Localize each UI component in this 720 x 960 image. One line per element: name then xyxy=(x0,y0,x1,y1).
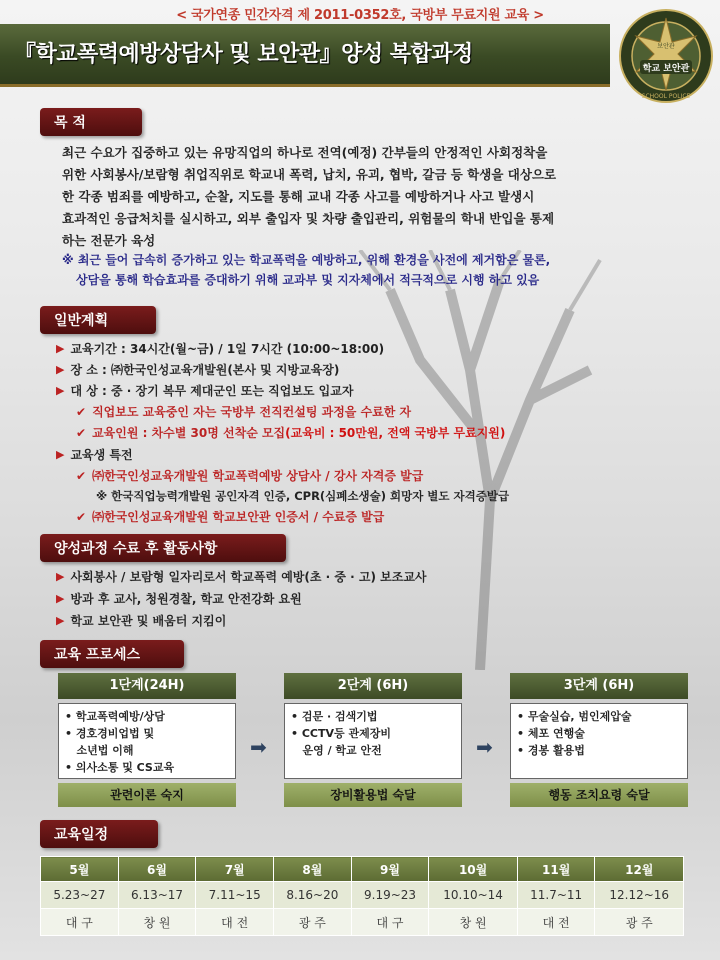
schedule-date: 12.12~16 xyxy=(595,882,684,909)
schedule-place: 창 원 xyxy=(429,909,517,936)
arrow-icon: ▶ xyxy=(56,592,65,605)
badge-label: 학교 보안관 xyxy=(642,64,690,74)
check-icon: ✔ xyxy=(76,425,87,440)
schedule-month: 9월 xyxy=(351,857,429,882)
schedule-date: 9.19~23 xyxy=(351,882,429,909)
arrow-icon: ▶ xyxy=(56,363,65,376)
school-police-badge-logo xyxy=(618,8,714,104)
after-item xyxy=(56,590,302,607)
after-item-text: 방과 후 교사, 청원경찰, 학교 안전강화 요원 xyxy=(70,592,302,606)
schedule-month: 11월 xyxy=(517,857,595,882)
stage-item: • CCTV등 관제장비 xyxy=(291,727,391,740)
plan-check2-text: 교육인원 : 차수별 30명 선착순 모집 xyxy=(92,426,286,440)
plan-item-target xyxy=(56,382,353,399)
arrow-icon: ▶ xyxy=(56,614,65,627)
plan-check-capacity xyxy=(76,424,505,441)
stage-item: • 학교폭력예방/상담 xyxy=(65,710,165,723)
stage-item: 운영 / 학교 안전 xyxy=(291,744,382,757)
schedule-places-row xyxy=(41,909,684,936)
stage-item: • 경봉 활용법 xyxy=(517,744,585,757)
plan-perk-certificate xyxy=(76,467,423,484)
after-item xyxy=(56,568,427,585)
stage-item: • 경호경비업법 및 xyxy=(65,727,155,740)
schedule-table xyxy=(40,856,684,936)
purpose-note-line: 상담을 통해 학습효과를 증대하기 위해 교과부 및 지자체에서 적극적으로 시행 하고 있음 xyxy=(76,273,540,287)
schedule-date: 5.23~27 xyxy=(41,882,119,909)
stage-footer: 관련이론 숙지 xyxy=(58,783,236,807)
schedule-place: 대 전 xyxy=(517,909,595,936)
plan-perk-note: ※ 한국직업능력개발원 공인자격 인증, CPR(심폐소생술) 희망자 별도 자격증발급 xyxy=(96,489,510,503)
plan-check1-text: 직업보도 교육중인 자는 국방부 전직컨설팅 과정을 수료한 자 xyxy=(92,405,412,419)
stage-content xyxy=(510,703,688,779)
stage-title: 2단계 (6H) xyxy=(284,673,462,699)
schedule-place: 대 구 xyxy=(41,909,119,936)
plan-period-text: 교육기간 : 34시간(월~금) / 1일 7시간 (10:00~18:00) xyxy=(70,342,385,356)
section-heading-after: 양성과정 수료 후 활동사항 xyxy=(40,534,286,562)
purpose-note-line: ※ 최근 들어 급속히 증가하고 있는 학교폭력을 예방하고, 위해 환경을 사전에 제거함은 물론, xyxy=(62,253,551,267)
plan-perk-guard xyxy=(76,508,384,525)
schedule-date: 11.7~11 xyxy=(517,882,595,909)
next-arrow-icon: ➡ xyxy=(476,735,493,759)
purpose-description xyxy=(62,142,702,252)
stage-footer: 행동 조치요령 숙달 xyxy=(510,783,688,807)
title-bar xyxy=(0,24,610,87)
plan-item-special xyxy=(56,446,133,463)
stage-title: 3단계 (6H) xyxy=(510,673,688,699)
plan-fee-text: (교육비 : 50만원, 전액 국방부 무료지원) xyxy=(285,426,506,440)
after-item-text: 학교 보안관 및 배움터 지킴이 xyxy=(70,614,227,628)
schedule-header-row xyxy=(41,857,684,882)
after-item-text: 사회봉사 / 보람형 일자리로서 학교폭력 예방(초 · 중 · 고) 보조교사 xyxy=(70,570,427,584)
schedule-dates-row xyxy=(41,882,684,909)
stage-title: 1단계(24H) xyxy=(58,673,236,699)
plan-special-text: 교육생 특전 xyxy=(70,448,133,462)
purpose-note xyxy=(62,250,692,290)
purpose-line: 하는 전문가 육성 xyxy=(62,233,156,248)
stage-item: • 의사소통 및 CS교육 xyxy=(65,761,175,774)
schedule-place: 대 전 xyxy=(196,909,274,936)
badge-ring-text: SCHOOL POLICE xyxy=(641,93,691,100)
stage-content xyxy=(58,703,236,779)
arrow-icon: ▶ xyxy=(56,570,65,583)
schedule-month: 5월 xyxy=(41,857,119,882)
plan-perk1-text: ㈜한국인성교육개발원 학교폭력예방 상담사 / 강사 자격증 발급 xyxy=(92,469,424,483)
schedule-month: 6월 xyxy=(118,857,196,882)
arrow-icon: ▶ xyxy=(56,384,65,397)
process-stage-3 xyxy=(510,673,688,811)
check-icon: ✔ xyxy=(76,468,87,483)
badge-top-label: 보안관 xyxy=(657,43,675,50)
purpose-line: 효과적인 응급처치를 실시하고, 외부 출입자 및 차량 출입관리, 위험물의 학내 반입을 통제 xyxy=(62,211,555,226)
schedule-month: 7월 xyxy=(196,857,274,882)
schedule-date: 8.16~20 xyxy=(274,882,352,909)
top-banner-text: < 국가연종 민간자격 제 2011-0352호, 국방부 무료지원 교육 > xyxy=(176,8,544,23)
schedule-place: 대 구 xyxy=(351,909,429,936)
process-stage-1 xyxy=(58,673,236,811)
plan-perk2-text: ㈜한국인성교육개발원 학교보안관 인증서 / 수료증 발급 xyxy=(92,510,385,524)
schedule-place: 광 주 xyxy=(595,909,684,936)
section-heading-purpose: 목 적 xyxy=(40,108,142,136)
plan-item-period xyxy=(56,340,384,357)
stage-footer: 장비활용법 숙달 xyxy=(284,783,462,807)
section-heading-schedule: 교육일정 xyxy=(40,820,158,848)
check-icon: ✔ xyxy=(76,509,87,524)
process-stage-2 xyxy=(284,673,462,811)
arrow-icon: ▶ xyxy=(56,342,65,355)
plan-target-text: 대 상 : 중 · 장기 복무 제대군인 또는 직업보도 입교자 xyxy=(70,384,354,398)
arrow-icon: ▶ xyxy=(56,448,65,461)
check-icon: ✔ xyxy=(76,404,87,419)
after-item xyxy=(56,612,226,629)
schedule-place: 광 주 xyxy=(274,909,352,936)
stage-content xyxy=(284,703,462,779)
next-arrow-icon: ➡ xyxy=(250,735,267,759)
stage-item: • 무술실습, 범인제압술 xyxy=(517,710,632,723)
purpose-line: 최근 수요가 집중하고 있는 유망직업의 하나로 전역(예정) 간부들의 안정적인 사회정착을 xyxy=(62,145,548,160)
schedule-date: 7.11~15 xyxy=(196,882,274,909)
purpose-line: 위한 사회봉사/보람형 취업직위로 학교내 폭력, 납치, 유괴, 협박, 갈금 등 학생을 대상으로 xyxy=(62,167,557,182)
purpose-line: 한 각종 범죄를 예방하고, 순찰, 지도를 통해 교내 각종 사고를 예방하거나 사고 발생시 xyxy=(62,189,535,204)
schedule-month: 8월 xyxy=(274,857,352,882)
plan-check-consulting xyxy=(76,403,411,420)
schedule-place: 창 원 xyxy=(118,909,196,936)
plan-place-text: 장 소 : ㈜한국인성교육개발원(본사 및 지방교육장) xyxy=(70,363,340,377)
page-title: 『학교폭력예방상담사 및 보안관』양성 복합과정 xyxy=(14,42,473,67)
background-tree-illustration xyxy=(330,250,630,670)
schedule-month: 10월 xyxy=(429,857,517,882)
stage-item: • 체포 연행술 xyxy=(517,727,585,740)
section-heading-plan: 일반계획 xyxy=(40,306,156,334)
schedule-date: 6.13~17 xyxy=(118,882,196,909)
schedule-month: 12월 xyxy=(595,857,684,882)
section-heading-process: 교육 프로세스 xyxy=(40,640,184,668)
stage-item: 소년법 이해 xyxy=(65,744,134,757)
plan-item-place xyxy=(56,361,339,378)
stage-item: • 검문 · 검색기법 xyxy=(291,710,378,723)
schedule-date: 10.10~14 xyxy=(429,882,517,909)
